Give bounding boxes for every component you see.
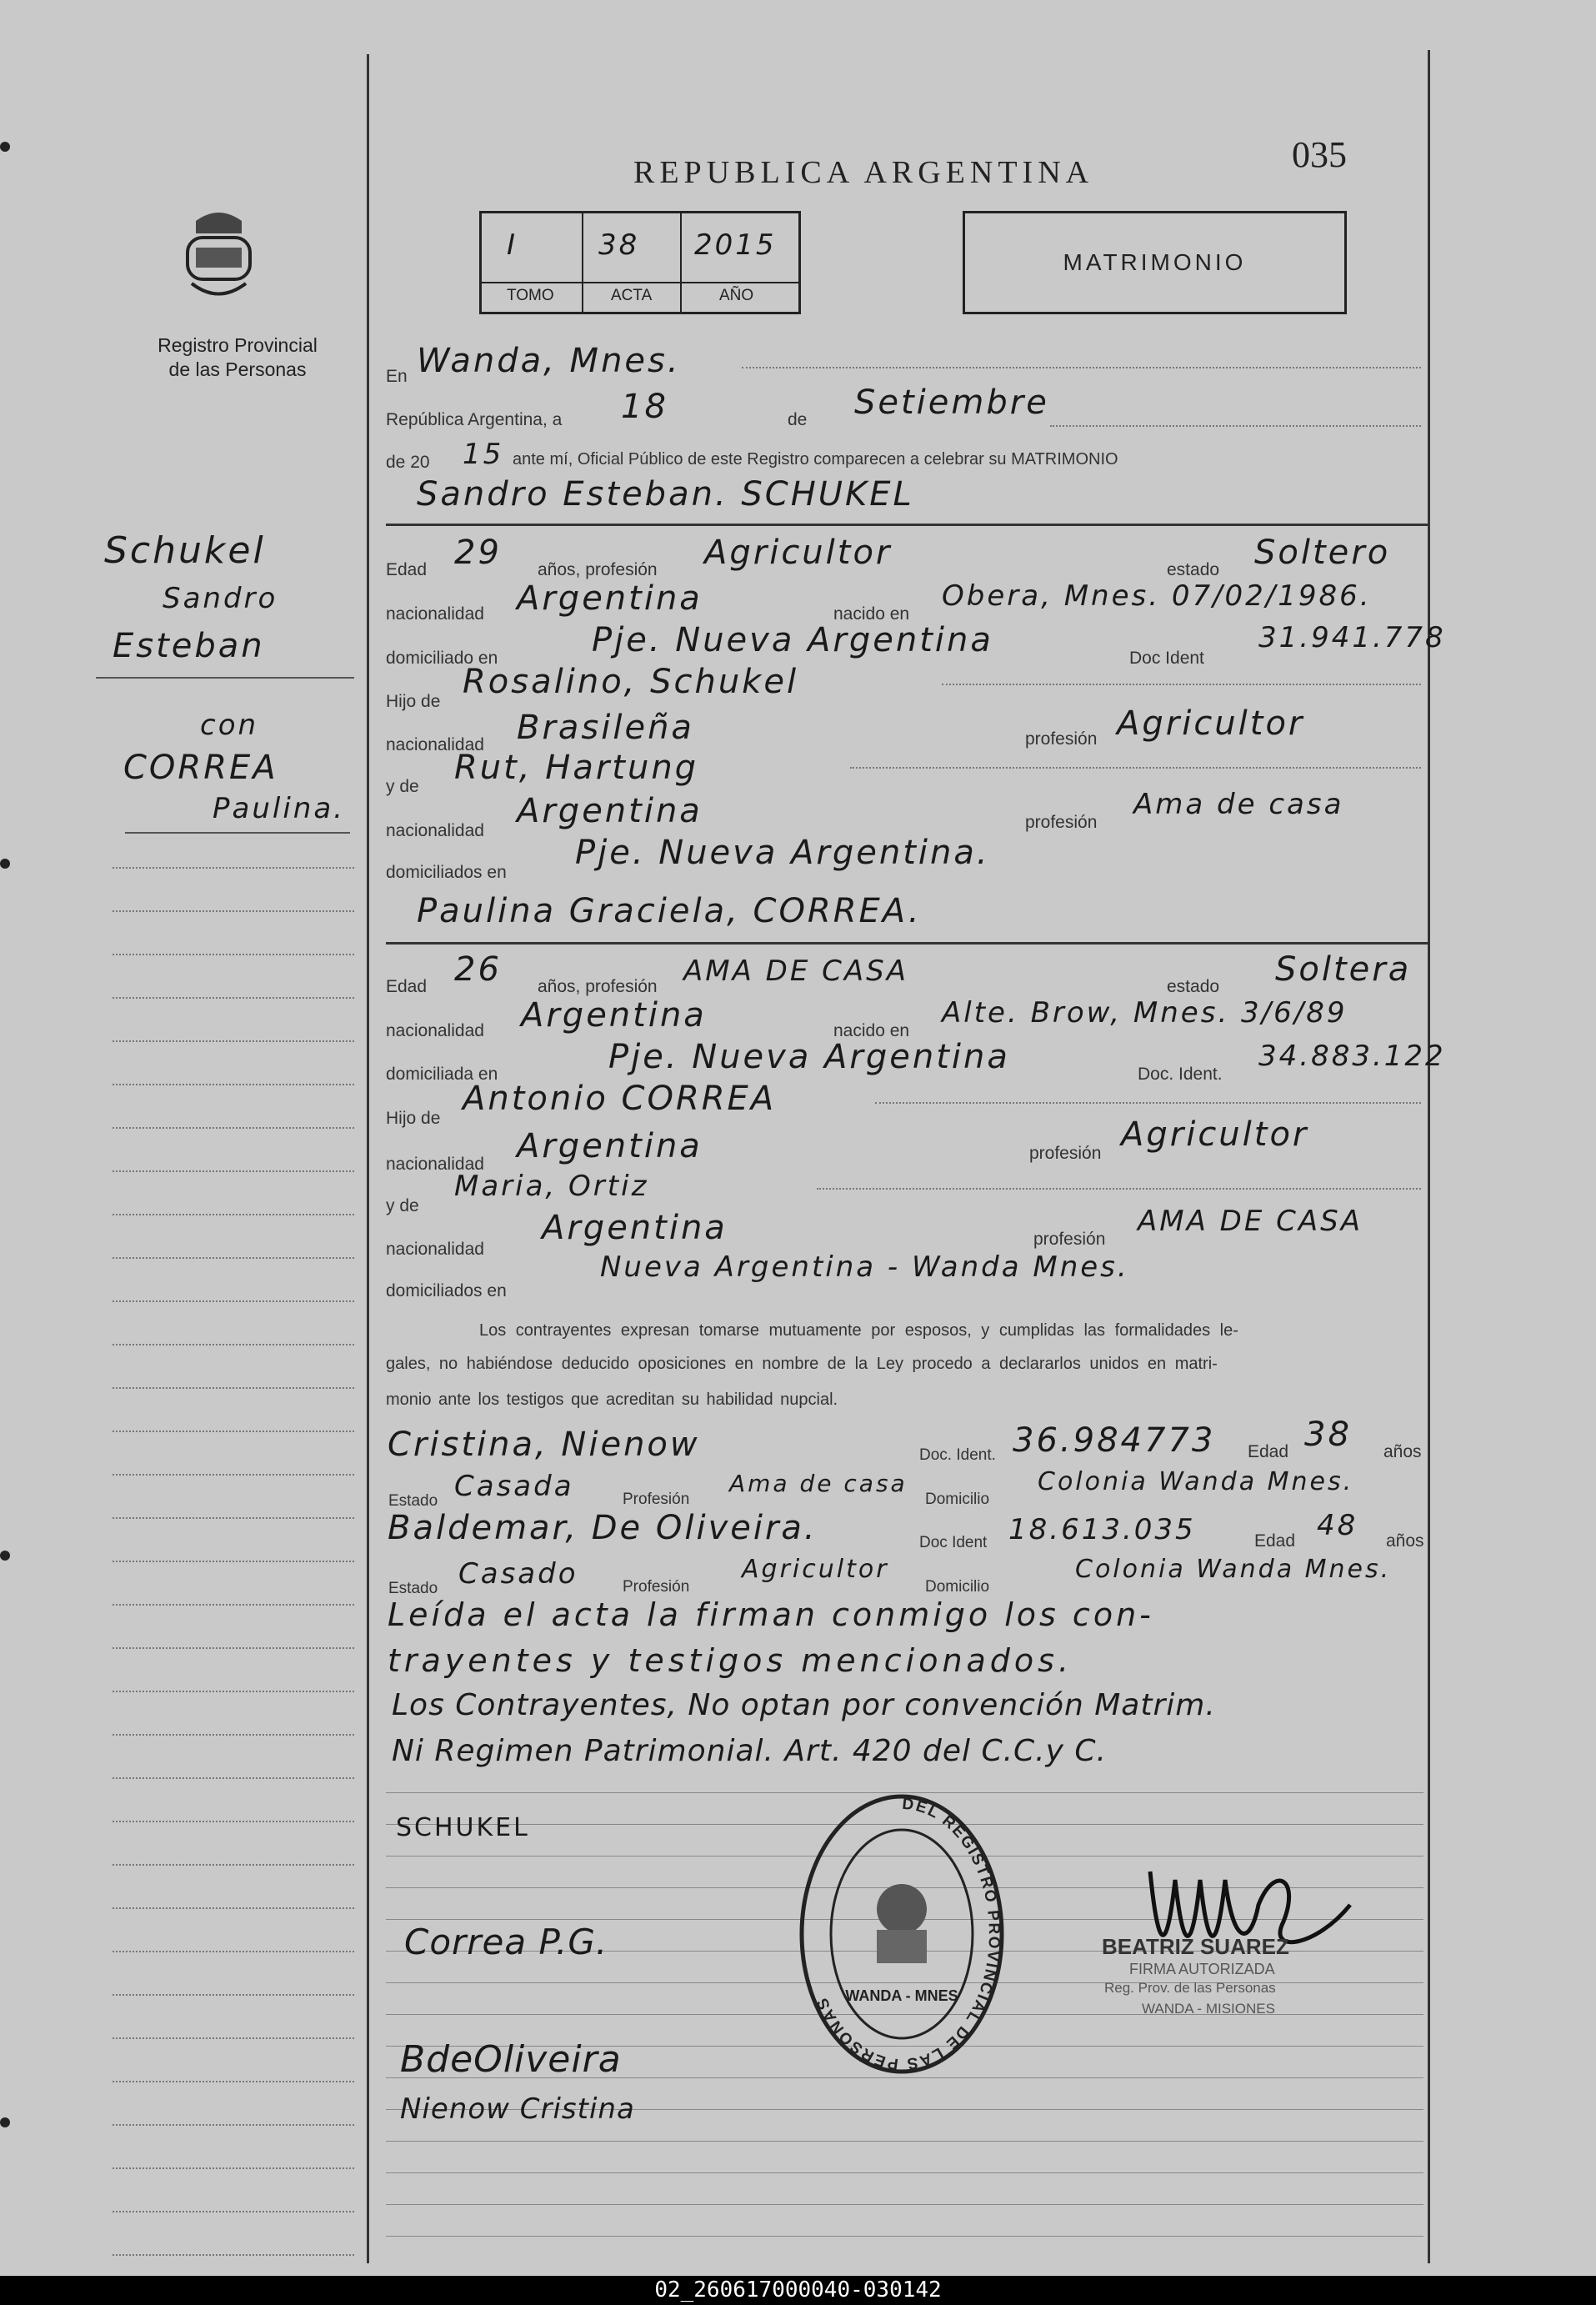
acta-label: ACTA [611, 287, 653, 304]
groom-profesion: Agricultor [704, 534, 893, 572]
main-rule-line [386, 2204, 1423, 2205]
bride-yde-label: y de [386, 1196, 419, 1215]
margin-rule-line [113, 1474, 354, 1476]
bride-padres-dom: Nueva Argentina - Wanda Mnes. [600, 1250, 1129, 1284]
margin-rule-line [113, 1777, 354, 1779]
margin-rule-line [113, 1951, 354, 1952]
margin-rule-line [113, 2167, 354, 2169]
groom-padre-nac-label: nacionalidad [386, 735, 484, 754]
groom-madre-prof-label: profesión [1025, 813, 1098, 832]
declaration-line1: Los contrayentes expresan tomarse mutuamente por esposos, y cumplidas las formalidades le- [479, 1321, 1238, 1340]
witness2-name: Baldemar, De Oliveira. [388, 1509, 818, 1547]
margin-rule-line [113, 1387, 354, 1389]
witness1-estado-label: Estado [388, 1492, 438, 1510]
de-label: de [788, 410, 808, 429]
svg-text:DEL REGISTRO PROVINCIAL DE LAS: DEL REGISTRO PROVINCIAL DE LAS PERSONAS [813, 1795, 1003, 2073]
bride-padre-prof: Agricultor [1121, 1115, 1309, 1154]
record-type-box: MATRIMONIO [963, 211, 1347, 314]
republica-label: República Argentina, a [386, 410, 563, 429]
margin-rule-line [113, 1084, 354, 1085]
witness1-dom-label: Domicilio [925, 1491, 990, 1508]
witness1-anos: años [1383, 1442, 1422, 1461]
groom-estado: Soltero [1254, 534, 1391, 572]
witness1-prof: Ama de casa [729, 1470, 908, 1497]
bride-padre-nac: Argentina [517, 1127, 703, 1165]
folio-number: 035 [1292, 134, 1347, 175]
margin-rule-line [113, 2124, 354, 2126]
margin-rule-line [113, 2037, 354, 2039]
ano-label: AÑO [719, 287, 754, 304]
margin-rule-line [113, 997, 354, 999]
groom-full-name: Sandro Esteban. SCHUKEL [417, 475, 914, 514]
margin-rule-line [113, 1127, 354, 1129]
margin-rule-line [113, 1864, 354, 1866]
bride-padre: Antonio CORREA [463, 1080, 777, 1118]
tomo-label: TOMO [507, 287, 554, 304]
bride-nacido-label: nacido en [833, 1021, 910, 1040]
witness1-doc-label: Doc. Ident. [919, 1446, 996, 1464]
margin-rule-line [113, 1517, 354, 1519]
margin-con: con [200, 709, 259, 742]
witness2-prof-label: Profesión [623, 1578, 690, 1596]
bride-madre-nac: Argentina [542, 1209, 728, 1247]
registry-line2: de las Personas [168, 358, 307, 380]
witness2-doc: 18.613.035 [1008, 1513, 1196, 1546]
groom-domicilio: Pje. Nueva Argentina [592, 621, 993, 659]
groom-edad: 29 [454, 534, 502, 572]
section-divider [386, 942, 1428, 945]
margin-rule-line [113, 1344, 354, 1345]
margin-rule-line [113, 2081, 354, 2082]
margin-middle-name: Esteban [113, 627, 265, 665]
registry-line1: Registro Provincial [158, 334, 318, 356]
margin-rule-line [113, 1040, 354, 1042]
groom-padre-nac: Brasileña [517, 709, 694, 747]
groom-dom-label: domiciliado en [386, 649, 498, 668]
bride-estado-label: estado [1167, 977, 1220, 996]
bride-madre-prof: AMA DE CASA [1138, 1205, 1363, 1238]
groom-doc-label: Doc Ident [1129, 649, 1204, 668]
witness2-edad-label: Edad [1254, 1531, 1296, 1551]
witness2-prof: Agricultor [742, 1555, 889, 1584]
bride-doc-label: Doc. Ident. [1138, 1065, 1223, 1084]
witness2-dom: Colonia Wanda Mnes. [1075, 1555, 1392, 1584]
bride-padre-prof-label: profesión [1029, 1144, 1102, 1163]
closing-line2: trayentes y testigos mencionados. [388, 1642, 1073, 1679]
closing-line3: Los Contrayentes, No optan por convención Matrim. [392, 1688, 1216, 1722]
witness2-dom-label: Domicilio [925, 1578, 990, 1596]
margin-rule-line [113, 1300, 354, 1302]
month-value: Setiembre [854, 383, 1049, 422]
witness2-estado: Casado [458, 1557, 578, 1591]
main-rule-line [386, 2236, 1423, 2237]
bride-madre-nac-label: nacionalidad [386, 1240, 484, 1259]
bride-nac-label: nacionalidad [386, 1021, 484, 1040]
margin-rule-line [113, 1907, 354, 1909]
signature-witness2: BdeOliveira [400, 2038, 622, 2081]
margin-rule-line [113, 910, 354, 912]
binding-hole [0, 2117, 10, 2127]
year-suffix: 15 [463, 438, 504, 471]
witness1-doc: 36.984773 [1013, 1421, 1216, 1460]
binding-hole [0, 142, 10, 152]
witness1-dom: Colonia Wanda Mnes. [1038, 1467, 1354, 1496]
acta-value: 38 [598, 228, 640, 262]
bride-nacido: Alte. Brow, Mnes. 3/6/89 [942, 996, 1348, 1030]
bride-nacionalidad: Argentina [521, 996, 707, 1035]
groom-madre-nac: Argentina [517, 792, 703, 830]
margin-rule-line [113, 1561, 354, 1562]
witness1-edad: 38 [1304, 1416, 1352, 1454]
tomo-acta-ano-box [479, 211, 801, 314]
registry-label [125, 333, 350, 382]
groom-padre: Rosalino, Schukel [463, 663, 799, 701]
signature-groom: SCHUKEL [396, 1813, 530, 1842]
margin-rule-line [113, 1994, 354, 1996]
margin-bride-name: Paulina. [213, 792, 345, 825]
province-emblem-icon [183, 204, 254, 313]
official-place: WANDA - MISIONES [1142, 2001, 1275, 2017]
witness2-anos: años [1386, 1531, 1424, 1551]
margin-rule [125, 832, 350, 834]
bride-padres-dom-label: domiciliados en [386, 1281, 507, 1300]
bride-profesion: AMA DE CASA [683, 955, 908, 988]
groom-padre-prof: Agricultor [1117, 704, 1305, 743]
official-office: Reg. Prov. de las Personas [1104, 1980, 1276, 1996]
intro-text: ante mí, Oficial Público de este Registro comparecen a celebrar su MATRIMONIO [513, 450, 1118, 469]
bride-hijo-label: Hijo de [386, 1109, 441, 1128]
groom-padres-dom-label: domiciliados en [386, 863, 507, 882]
groom-estado-label: estado [1167, 560, 1220, 579]
main-rule-line [386, 2172, 1423, 2173]
margin-rule-line [113, 1691, 354, 1692]
margin-rule-line [113, 1214, 354, 1215]
groom-profesion-label: años, profesión [538, 560, 658, 579]
bride-madre-prof-label: profesión [1033, 1230, 1106, 1249]
groom-edad-label: Edad [386, 560, 428, 579]
groom-madre: Rut, Hartung [454, 749, 699, 787]
right-border [1428, 50, 1430, 2263]
groom-nacido: Obera, Mnes. 07/02/1986. [942, 579, 1372, 613]
margin-first-name: Sandro [163, 582, 278, 615]
witness1-prof-label: Profesión [623, 1491, 690, 1508]
official-name: BEATRIZ SUAREZ [1102, 1934, 1289, 1959]
groom-padres-dom: Pje. Nueva Argentina. [575, 834, 990, 872]
witness2-doc-label: Doc Ident [919, 1534, 988, 1551]
bride-edad-label: Edad [386, 977, 428, 996]
closing-line1: Leída el acta la firman conmigo los con- [388, 1596, 1154, 1633]
place-value: Wanda, Mnes. [417, 342, 681, 380]
margin-rule-line [113, 1604, 354, 1606]
country-title: REPUBLICA ARGENTINA [633, 155, 1094, 190]
closing-line4: Ni Regimen Patrimonial. Art. 420 del C.C.y C. [392, 1734, 1107, 1768]
binding-hole [0, 859, 10, 869]
bride-domicilio: Pje. Nueva Argentina [608, 1038, 1010, 1076]
margin-rule-line [113, 954, 354, 955]
bride-profesion-label: años, profesión [538, 977, 658, 996]
witness1-estado: Casada [454, 1470, 574, 1503]
main-rule-line [386, 2141, 1423, 2142]
margin-rule-line [113, 1170, 354, 1172]
margin-surname: Schukel [104, 529, 266, 572]
margin-rule-line [113, 1431, 354, 1432]
official-seal-stamp [796, 1792, 1008, 2076]
en-label: En [386, 367, 408, 386]
witness2-edad: 48 [1317, 1509, 1358, 1542]
ano-value: 2015 [694, 228, 777, 262]
groom-padre-prof-label: profesión [1025, 729, 1098, 749]
declaration-line2: gales, no habiéndose deducido oposiciones en nombre de la Ley procedo a declararlos unidos en matri- [386, 1355, 1218, 1373]
margin-rule-line [113, 2254, 354, 2256]
witness1-name: Cristina, Nienow [388, 1426, 700, 1464]
svg-text:WANDA - MNES: WANDA - MNES [845, 1987, 958, 2004]
signature-witness1: Nienow Cristina [400, 2092, 635, 2126]
witness2-estado-label: Estado [388, 1580, 438, 1597]
groom-hijo-label: Hijo de [386, 692, 441, 711]
margin-divider [367, 54, 369, 2263]
groom-madre-nac-label: nacionalidad [386, 821, 484, 840]
margin-rule-line [113, 1257, 354, 1259]
margin-rule [96, 677, 354, 679]
year-prefix: de 20 [386, 453, 430, 472]
groom-nacionalidad: Argentina [517, 579, 703, 618]
groom-madre-prof: Ama de casa [1133, 788, 1344, 821]
groom-nacido-label: nacido en [833, 604, 910, 624]
bride-doc: 34.883.122 [1258, 1040, 1446, 1073]
day-value: 18 [621, 388, 668, 426]
section-divider [386, 524, 1428, 526]
margin-rule-line [113, 1821, 354, 1822]
bride-padre-nac-label: nacionalidad [386, 1155, 484, 1174]
groom-doc: 31.941.778 [1258, 621, 1446, 654]
margin-rule-line [113, 2211, 354, 2212]
margin-rule-line [113, 1647, 354, 1649]
scan-id-footer: 02_260617000040-030142 [0, 2276, 1596, 2305]
margin-rule-line [113, 867, 354, 869]
witness1-edad-label: Edad [1248, 1442, 1289, 1461]
margin-rule-line [113, 1734, 354, 1736]
bride-estado: Soltera [1275, 950, 1412, 989]
binding-hole [0, 1551, 10, 1561]
bride-madre: Maria, Ortiz [454, 1170, 649, 1203]
bride-edad: 26 [454, 950, 502, 989]
official-title: FIRMA AUTORIZADA [1129, 1961, 1275, 1977]
margin-bride-surname: CORREA [123, 749, 278, 787]
tomo-value: I [507, 228, 518, 262]
groom-yde-label: y de [386, 777, 419, 796]
bride-full-name: Paulina Graciela, CORREA. [417, 892, 922, 930]
signature-bride: Correa P.G. [404, 1922, 608, 1962]
declaration-line3: monio ante los testigos que acreditan su habilidad nupcial. [386, 1391, 838, 1409]
groom-nac-label: nacionalidad [386, 604, 484, 624]
bride-dom-label: domiciliada en [386, 1065, 498, 1084]
